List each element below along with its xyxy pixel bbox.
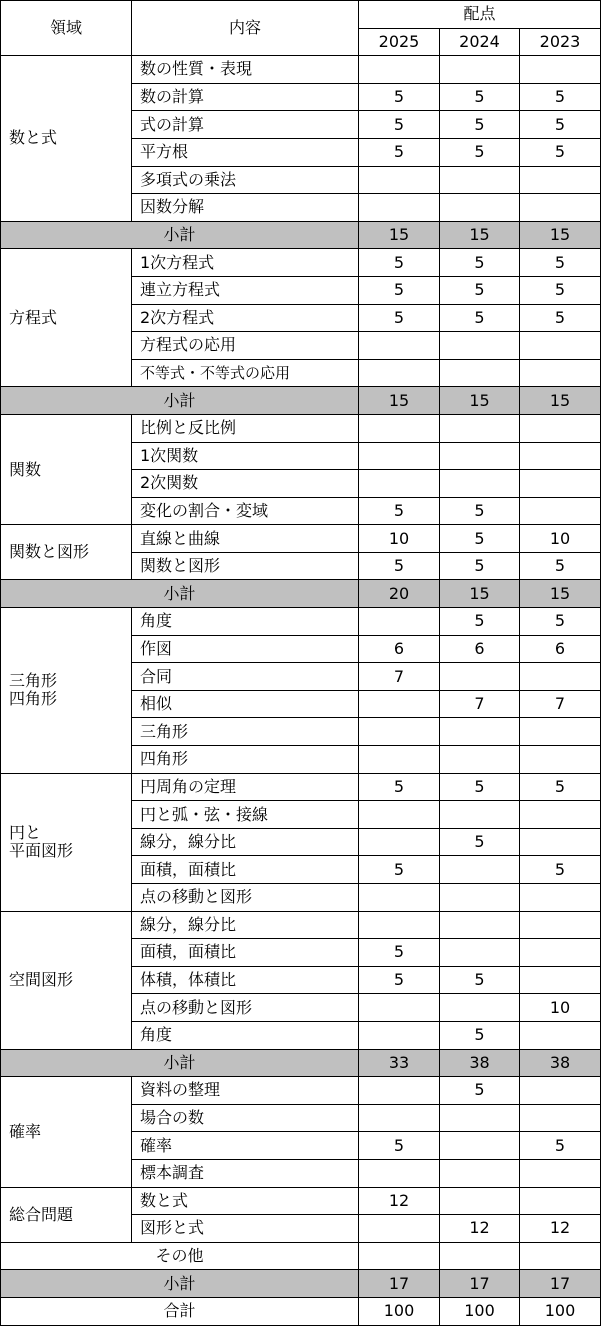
content-cell: 数の計算: [132, 83, 359, 111]
header-area: 領域: [1, 1, 132, 56]
table-row: [1, 56, 601, 84]
score-cell: 15: [520, 580, 601, 608]
score-cell: 6: [440, 635, 520, 663]
table-row: [1, 1187, 601, 1215]
score-cell: [440, 442, 520, 470]
score-cell: 5: [359, 966, 440, 994]
content-cell: 1次方程式: [132, 249, 359, 277]
score-cell: 5: [359, 138, 440, 166]
score-cell: 5: [440, 249, 520, 277]
score-cell: [359, 884, 440, 912]
score-cell: [359, 1077, 440, 1105]
area-cell: [1, 1187, 132, 1242]
score-cell: [440, 332, 520, 360]
score-cell: [440, 884, 520, 912]
content-cell: 面積，面積比: [132, 939, 359, 967]
score-cell: 100: [359, 1297, 440, 1325]
score-cell: 5: [520, 608, 601, 636]
score-cell: [440, 801, 520, 829]
content-cell: 因数分解: [132, 194, 359, 222]
score-cell: 5: [520, 856, 601, 884]
score-cell: 12: [440, 1215, 520, 1243]
score-cell: [440, 1242, 520, 1270]
content-cell: 図形と式: [132, 1215, 359, 1243]
score-cell: [359, 1215, 440, 1243]
score-cell: [520, 911, 601, 939]
score-cell: 15: [440, 221, 520, 249]
content-cell: 体積，体積比: [132, 966, 359, 994]
header-row: [1, 1, 601, 29]
content-cell: 2次方程式: [132, 304, 359, 332]
score-cell: 5: [520, 276, 601, 304]
score-cell: [440, 718, 520, 746]
score-cell: [520, 442, 601, 470]
score-cell: [359, 1242, 440, 1270]
score-cell: [359, 414, 440, 442]
score-cell: [440, 856, 520, 884]
subtotal-row: [1, 1049, 601, 1077]
score-cell: [440, 194, 520, 222]
score-cell: [520, 414, 601, 442]
area-cell: [1, 608, 132, 774]
score-cell: 17: [359, 1270, 440, 1298]
score-cell: [440, 470, 520, 498]
score-cell: [520, 1187, 601, 1215]
content-cell: 点の移動と図形: [132, 994, 359, 1022]
score-cell: 5: [440, 276, 520, 304]
score-cell: 15: [440, 580, 520, 608]
score-cell: 5: [359, 497, 440, 525]
score-cell: 15: [359, 221, 440, 249]
score-cell: 5: [359, 1132, 440, 1160]
score-cell: 5: [440, 828, 520, 856]
score-cell: [359, 359, 440, 387]
header-content: 内容: [132, 1, 359, 56]
table-row: [1, 525, 601, 553]
area-label: 総合問題: [9, 1204, 74, 1224]
score-cell: [440, 1159, 520, 1187]
other-label: その他: [1, 1242, 359, 1270]
score-cell: [359, 690, 440, 718]
score-cell: [520, 166, 601, 194]
score-cell: 12: [359, 1187, 440, 1215]
content-cell: 方程式の応用: [132, 332, 359, 360]
score-cell: [440, 56, 520, 84]
area-label: 方程式: [9, 307, 58, 327]
score-cell: 5: [440, 111, 520, 139]
score-cell: [520, 194, 601, 222]
header-year: 2023: [520, 28, 601, 56]
content-cell: 連立方程式: [132, 276, 359, 304]
area-label: 関数と図形: [9, 542, 90, 562]
score-cell: [359, 1104, 440, 1132]
score-cell: [359, 911, 440, 939]
score-cell: [440, 414, 520, 442]
score-cell: [359, 442, 440, 470]
area-cell: [1, 249, 132, 387]
score-cell: [359, 801, 440, 829]
score-cell: [359, 166, 440, 194]
score-cell: 5: [520, 304, 601, 332]
score-cell: 17: [440, 1270, 520, 1298]
score-cell: [359, 828, 440, 856]
content-cell: 式の計算: [132, 111, 359, 139]
score-cell: [440, 1132, 520, 1160]
content-cell: 合同: [132, 663, 359, 691]
score-cell: [520, 497, 601, 525]
score-cell: 5: [359, 83, 440, 111]
score-cell: 5: [359, 249, 440, 277]
table-row: [1, 911, 601, 939]
content-cell: 標本調査: [132, 1159, 359, 1187]
score-cell: [440, 994, 520, 1022]
score-cell: [520, 801, 601, 829]
header-points: 配点: [359, 1, 601, 29]
content-cell: 多項式の乗法: [132, 166, 359, 194]
area-cell: [1, 911, 132, 1049]
score-cell: 7: [520, 690, 601, 718]
content-cell: 関数と図形: [132, 552, 359, 580]
score-cell: [440, 359, 520, 387]
score-cell: 5: [359, 276, 440, 304]
score-cell: 15: [520, 221, 601, 249]
subtotal-row: [1, 221, 601, 249]
score-cell: [359, 332, 440, 360]
area-cell: [1, 525, 132, 580]
score-cell: 17: [520, 1270, 601, 1298]
score-cell: 10: [520, 525, 601, 553]
area-label: 確率: [9, 1121, 42, 1141]
content-cell: 角度: [132, 608, 359, 636]
score-cell: [440, 911, 520, 939]
content-cell: 平方根: [132, 138, 359, 166]
score-cell: [520, 1021, 601, 1049]
content-cell: 相似: [132, 690, 359, 718]
area-label: 四角形: [9, 689, 58, 709]
area-label: 円と: [9, 823, 42, 843]
subtotal-label: 小計: [1, 1049, 359, 1077]
score-cell: 5: [359, 304, 440, 332]
content-cell: 角度: [132, 1021, 359, 1049]
subtotal-label: 小計: [1, 221, 359, 249]
score-cell: 38: [440, 1049, 520, 1077]
score-cell: 5: [520, 1132, 601, 1160]
content-cell: 場合の数: [132, 1104, 359, 1132]
score-cell: [520, 1077, 601, 1105]
score-cell: 20: [359, 580, 440, 608]
content-cell: 数の性質・表現: [132, 56, 359, 84]
content-cell: 1次関数: [132, 442, 359, 470]
table-body: [1, 56, 601, 1325]
score-cell: [359, 994, 440, 1022]
score-cell: 7: [440, 690, 520, 718]
content-cell: 変化の割合・変域: [132, 497, 359, 525]
score-cell: 5: [440, 525, 520, 553]
content-cell: 四角形: [132, 746, 359, 774]
content-cell: 線分，線分比: [132, 828, 359, 856]
score-cell: [440, 166, 520, 194]
table-row: [1, 773, 601, 801]
content-cell: 比例と反比例: [132, 414, 359, 442]
score-cell: [520, 828, 601, 856]
score-cell: [440, 746, 520, 774]
content-cell: 不等式・不等式の応用: [132, 359, 359, 387]
table-row: [1, 249, 601, 277]
content-cell: 面積，面積比: [132, 856, 359, 884]
area-label: 空間図形: [9, 970, 74, 990]
score-cell: [359, 718, 440, 746]
score-cell: 100: [520, 1297, 601, 1325]
score-cell: 5: [440, 83, 520, 111]
score-cell: [520, 56, 601, 84]
score-cell: [520, 470, 601, 498]
score-cell: 5: [520, 773, 601, 801]
subtotal-label: 小計: [1, 580, 359, 608]
content-cell: 数と式: [132, 1187, 359, 1215]
score-cell: 5: [440, 497, 520, 525]
score-cell: [359, 470, 440, 498]
subtotal-row: [1, 580, 601, 608]
subtotal-row: [1, 1270, 601, 1298]
area-label: 平面図形: [9, 841, 74, 861]
score-cell: 5: [440, 138, 520, 166]
score-cell: 33: [359, 1049, 440, 1077]
score-cell: 5: [359, 552, 440, 580]
table-row: [1, 608, 601, 636]
score-cell: 5: [520, 111, 601, 139]
score-cell: [520, 359, 601, 387]
score-cell: 100: [440, 1297, 520, 1325]
score-cell: [520, 663, 601, 691]
score-cell: 5: [359, 856, 440, 884]
score-cell: 15: [359, 387, 440, 415]
score-cell: [520, 884, 601, 912]
score-cell: [520, 746, 601, 774]
score-cell: 7: [359, 663, 440, 691]
area-cell: [1, 1077, 132, 1187]
score-cell: [359, 608, 440, 636]
score-cell: [520, 332, 601, 360]
content-cell: 2次関数: [132, 470, 359, 498]
header-year: 2024: [440, 28, 520, 56]
content-cell: 円と弧・弦・接線: [132, 801, 359, 829]
score-cell: 5: [440, 608, 520, 636]
score-cell: 5: [520, 552, 601, 580]
area-label: 数と式: [9, 128, 58, 148]
score-cell: 6: [359, 635, 440, 663]
score-cell: 5: [359, 939, 440, 967]
score-cell: [520, 1159, 601, 1187]
score-cell: 5: [440, 304, 520, 332]
score-cell: 5: [440, 966, 520, 994]
subtotal-label: 小計: [1, 387, 359, 415]
area-cell: [1, 56, 132, 222]
table-row: [1, 1077, 601, 1105]
score-cell: 5: [520, 83, 601, 111]
score-cell: [440, 1104, 520, 1132]
subtotal-row: [1, 387, 601, 415]
content-cell: 線分，線分比: [132, 911, 359, 939]
content-cell: 確率: [132, 1132, 359, 1160]
score-cell: 5: [440, 773, 520, 801]
score-cell: [359, 1021, 440, 1049]
area-label: 三角形: [9, 671, 58, 691]
content-cell: 点の移動と図形: [132, 884, 359, 912]
subtotal-label: 小計: [1, 1270, 359, 1298]
score-cell: 5: [440, 552, 520, 580]
score-cell: [440, 1187, 520, 1215]
score-cell: 5: [359, 111, 440, 139]
content-cell: 資料の整理: [132, 1077, 359, 1105]
area-label: 関数: [9, 459, 42, 479]
score-cell: [359, 1159, 440, 1187]
content-cell: 作図: [132, 635, 359, 663]
content-cell: 円周角の定理: [132, 773, 359, 801]
header-year: 2025: [359, 28, 440, 56]
table-row: [1, 414, 601, 442]
score-cell: 5: [520, 138, 601, 166]
score-cell: [440, 663, 520, 691]
score-cell: 6: [520, 635, 601, 663]
score-cell: 38: [520, 1049, 601, 1077]
total-row: [1, 1297, 601, 1325]
score-cell: 5: [359, 773, 440, 801]
score-cell: 5: [440, 1077, 520, 1105]
score-cell: [520, 939, 601, 967]
table-row: [1, 1242, 601, 1270]
score-cell: 5: [520, 249, 601, 277]
score-cell: 10: [359, 525, 440, 553]
score-cell: [440, 939, 520, 967]
score-cell: [520, 1242, 601, 1270]
score-cell: 5: [440, 1021, 520, 1049]
score-cell: 12: [520, 1215, 601, 1243]
total-label: 合計: [1, 1297, 359, 1325]
score-cell: 10: [520, 994, 601, 1022]
area-cell: [1, 414, 132, 524]
score-cell: [520, 966, 601, 994]
score-cell: [359, 746, 440, 774]
score-cell: [359, 56, 440, 84]
score-cell: 15: [520, 387, 601, 415]
score-cell: [520, 718, 601, 746]
score-cell: [520, 1104, 601, 1132]
score-cell: [359, 194, 440, 222]
content-cell: 三角形: [132, 718, 359, 746]
content-cell: 直線と曲線: [132, 525, 359, 553]
score-cell: 15: [440, 387, 520, 415]
area-cell: [1, 773, 132, 911]
